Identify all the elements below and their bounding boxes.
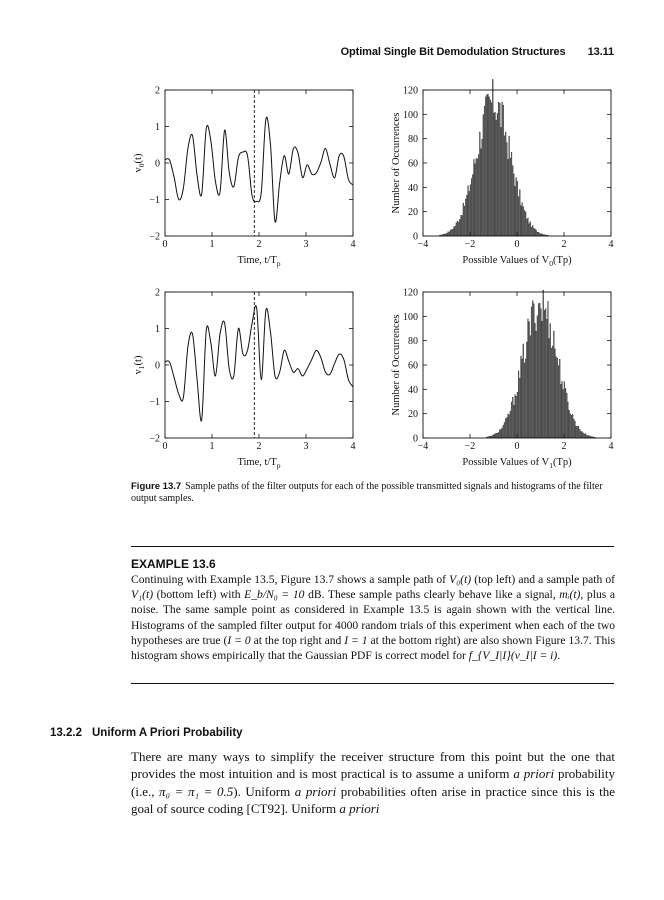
y-tick-label: 0 (413, 231, 418, 243)
histogram-bar (457, 221, 458, 236)
histogram-bar (523, 207, 524, 236)
math-pdf: f_{V_I|I}(v_I|I = i) (468, 649, 558, 663)
y-axis-label: $v_0(t)$ (133, 153, 146, 173)
histogram-bar (484, 106, 485, 236)
x-tick-label: 4 (350, 441, 356, 452)
math-i1: I = 1 (344, 633, 368, 647)
example-text: at the top right and (250, 633, 345, 647)
histogram-bar (491, 103, 492, 236)
y-tick-label: 60 (408, 360, 418, 372)
histogram-bar (517, 181, 518, 236)
histogram-bar (489, 97, 490, 236)
histogram-bar (577, 426, 578, 438)
histogram-bar (508, 159, 509, 236)
x-tick-label: 4 (350, 239, 356, 250)
histogram-v0-chart (386, 82, 626, 272)
histogram-bar (483, 115, 484, 236)
x-tick-label: 2 (256, 441, 262, 452)
y-tick-label: 0 (413, 433, 418, 445)
figure-caption (131, 481, 615, 505)
x-tick-label: 3 (303, 239, 309, 250)
histogram-bar (529, 224, 530, 236)
histogram-bar (515, 186, 516, 236)
y-tick-label: 1 (155, 324, 160, 335)
math-v1: V₁(t) (131, 588, 154, 602)
histogram-bar (504, 422, 505, 438)
x-tick-label: 1 (209, 239, 215, 250)
histogram-bar (469, 191, 470, 236)
example-text: (top left) and a sample path of (471, 573, 615, 586)
histogram-bar (564, 382, 565, 438)
histogram-bar (472, 175, 473, 236)
histogram-bar (568, 402, 569, 438)
figure-caption-text: Sample paths of the filter outputs for each of the possible transmitted signals and histograms of the filter output samples. (131, 481, 603, 504)
histogram-bar (585, 434, 586, 438)
histogram-bar (506, 418, 507, 438)
x-tick-label: 3 (303, 441, 309, 452)
histogram-bar (481, 149, 482, 236)
histogram-bar (501, 429, 502, 438)
y-tick-label: 2 (155, 85, 160, 97)
histogram-bar (521, 356, 522, 438)
histogram-bar (479, 132, 480, 236)
histogram-bar (530, 222, 531, 236)
plot-frame (165, 90, 353, 236)
y-tick-label: 80 (408, 134, 418, 146)
section-number: 13.2.2 (50, 727, 82, 739)
example-text: (bottom left) with (153, 588, 245, 602)
histogram-bar (454, 227, 455, 236)
histogram-bar (477, 159, 478, 236)
page-number: 13.11 (587, 46, 614, 58)
histogram-bar (503, 105, 504, 236)
histogram-bar (566, 393, 567, 438)
histogram-bar (553, 331, 554, 438)
histogram-bar (505, 132, 506, 236)
sample-path-line (165, 306, 353, 421)
histogram-bar (498, 102, 499, 236)
running-header-title: Optimal Single Bit Demodulation Structures (340, 46, 566, 58)
histogram-bar (499, 103, 500, 236)
math-v0: V₀(t) (449, 573, 472, 586)
histogram-bar (510, 158, 511, 236)
histogram-bar (456, 223, 457, 236)
histogram-bar (552, 346, 553, 438)
histogram-bar (448, 232, 449, 236)
histogram-bar (462, 215, 463, 236)
histogram-bar (570, 414, 571, 438)
histogram-bar (515, 395, 516, 438)
example-text: . (557, 649, 561, 663)
histogram-bar (576, 426, 577, 438)
histogram-bar (556, 357, 557, 438)
histogram-bar (471, 179, 472, 236)
section-title: Uniform A Priori Probability (91, 727, 243, 739)
italic-term: a priori (339, 801, 380, 817)
histogram-bar (548, 301, 549, 438)
y-tick-label: 1 (155, 122, 160, 133)
x-tick-label: −4 (417, 239, 429, 250)
histogram-bar (517, 392, 518, 438)
histogram-bar (526, 219, 527, 236)
histogram-bar (532, 301, 533, 438)
histogram-bar (459, 219, 460, 236)
histogram-bar (560, 384, 561, 438)
histogram-bar (535, 229, 536, 236)
histogram-bar (562, 381, 563, 438)
histogram-bar (465, 199, 466, 236)
histogram-bar (488, 94, 489, 236)
y-axis-label: Number of Occurrences (391, 314, 402, 416)
histogram-bar (537, 316, 538, 438)
histogram-bar (522, 359, 523, 438)
histogram-bar (516, 178, 517, 236)
histogram-bar (575, 421, 576, 438)
histogram-bars (439, 79, 548, 236)
italic-term: a priori (513, 766, 555, 782)
histogram-bar (509, 136, 510, 236)
example-top-rule (131, 546, 614, 547)
y-tick-label: 120 (403, 85, 418, 97)
histogram-bar (468, 186, 469, 236)
histogram-bar (541, 309, 542, 438)
histogram-bar (478, 155, 479, 236)
plot-frame (165, 292, 353, 438)
math-i0: I = 0 (227, 633, 251, 647)
histogram-bar (563, 389, 564, 438)
running-header (341, 46, 614, 58)
y-tick-label: 100 (403, 311, 418, 323)
histogram-bar (559, 359, 560, 438)
histogram-bar (511, 152, 512, 236)
histogram-bar (572, 414, 573, 438)
histogram-bar (518, 197, 519, 236)
y-tick-label: 40 (408, 182, 418, 194)
histogram-bar (495, 112, 496, 236)
histogram-bar (466, 195, 467, 236)
histogram-bar (494, 113, 495, 236)
histogram-bar (475, 164, 476, 236)
histogram-bar (531, 227, 532, 236)
y-axis-label: $v_1(t)$ (133, 355, 146, 375)
histogram-bar (510, 411, 511, 438)
histogram-bar (516, 396, 517, 438)
x-axis-label: Time, $t/T_p$ (237, 255, 281, 268)
histogram-bar (542, 321, 543, 438)
paragraph-text: probability (i.e., (131, 766, 616, 799)
y-tick-label: 60 (408, 158, 418, 170)
italic-term: a priori (294, 783, 337, 799)
histogram-bar (505, 419, 506, 438)
example-body (131, 572, 615, 663)
histogram-bar (565, 388, 566, 438)
y-tick-label: −1 (149, 195, 160, 206)
histogram-bar (582, 432, 583, 438)
histogram-bar (525, 359, 526, 438)
y-tick-label: −2 (149, 231, 160, 243)
paragraph-text: ). Uniform (233, 783, 295, 799)
sample-path-v0-chart (128, 82, 368, 272)
math-ebn0: E_b/N₀ = 10 (244, 588, 305, 602)
histogram-bar (476, 159, 477, 236)
y-tick-label: −1 (149, 397, 160, 408)
histogram-bar (558, 366, 559, 438)
histogram-bar (503, 425, 504, 438)
histogram-bar (522, 203, 523, 236)
example-text: , plus a noise. The same sample point as considered in Example 13.5 is again shown with the vertical line. Histograms of the sampled filter output for 4000 random trials of this experiment when each of the two hypotheses are true ( (131, 588, 616, 647)
math-mi: mᵢ(t) (559, 588, 581, 602)
histogram-bar (538, 304, 539, 438)
histogram-bar (506, 143, 507, 236)
histogram-bar (525, 212, 526, 236)
histogram-bar (532, 226, 533, 236)
histogram-bar (571, 415, 572, 438)
histogram-bar (511, 402, 512, 438)
histogram-bar (482, 139, 483, 236)
x-tick-label: 0 (514, 239, 520, 250)
histogram-bar (513, 405, 514, 438)
y-tick-label: 0 (155, 360, 160, 372)
section-heading (50, 727, 243, 739)
histogram-bars (486, 290, 595, 438)
x-tick-label: 4 (608, 441, 614, 452)
histogram-bar (545, 309, 546, 438)
histogram-bar (504, 136, 505, 236)
histogram-bar (461, 215, 462, 236)
histogram-bar (536, 331, 537, 438)
histogram-bar (530, 336, 531, 438)
histogram-bar (538, 232, 539, 236)
histogram-bar (474, 159, 475, 236)
histogram-bar (546, 319, 547, 438)
histogram-bar (555, 349, 556, 438)
histogram-v1-chart (386, 284, 626, 474)
histogram-bar (549, 339, 550, 438)
y-tick-label: 80 (408, 336, 418, 348)
histogram-bar (537, 232, 538, 236)
axes (149, 86, 355, 251)
x-axis-label: Possible Values of $V_0(Tp)$ (462, 255, 572, 268)
x-tick-label: 0 (162, 441, 168, 452)
example-bottom-rule (131, 683, 614, 684)
histogram-bar (583, 433, 584, 438)
histogram-bar (486, 95, 487, 236)
histogram-bar (508, 414, 509, 438)
histogram-bar (449, 232, 450, 236)
histogram-bar (495, 434, 496, 438)
histogram-bar (529, 322, 530, 438)
histogram-bar (490, 100, 491, 236)
histogram-bar (533, 228, 534, 236)
histogram-bar (536, 230, 537, 236)
y-tick-label: 40 (408, 384, 418, 396)
histogram-bar (509, 415, 510, 438)
histogram-bar (496, 120, 497, 236)
histogram-bar (519, 378, 520, 438)
histogram-bar (496, 433, 497, 438)
histogram-bar (455, 226, 456, 236)
example-text: Continuing with Example 13.5, Figure 13.7 shows a sample path of (131, 573, 450, 586)
sample-path-line (165, 117, 353, 222)
histogram-bar (458, 222, 459, 236)
histogram-bar (497, 113, 498, 236)
histogram-bar (533, 304, 534, 438)
math-pi: π₀ = π₁ = 0.5 (159, 783, 234, 799)
histogram-bar (543, 290, 544, 438)
x-tick-label: 4 (608, 239, 614, 250)
y-tick-label: −2 (149, 433, 160, 445)
histogram-bar (485, 97, 486, 236)
histogram-bar (551, 348, 552, 438)
histogram-bar (524, 210, 525, 236)
histogram-bar (502, 428, 503, 438)
histogram-bar (464, 206, 465, 236)
y-tick-label: 0 (155, 158, 160, 170)
histogram-bar (528, 319, 529, 438)
y-tick-label: 20 (408, 409, 418, 421)
x-tick-label: 2 (561, 441, 567, 452)
histogram-bar (470, 185, 471, 236)
histogram-bar (524, 363, 525, 438)
x-tick-label: 0 (162, 239, 168, 250)
histogram-bar (578, 426, 579, 438)
y-tick-label: 20 (408, 207, 418, 219)
histogram-bar (519, 190, 520, 236)
x-tick-label: −2 (464, 239, 476, 250)
histogram-bar (513, 174, 514, 236)
x-tick-label: −4 (417, 441, 429, 452)
histogram-bar (535, 323, 536, 438)
histogram-bar (494, 435, 495, 438)
histogram-bar (499, 430, 500, 438)
histogram-bar (523, 344, 524, 438)
section-paragraph (131, 748, 615, 818)
histogram-bar (569, 410, 570, 438)
x-axis-label: Time, $t/T_p$ (237, 457, 281, 470)
x-tick-label: 0 (514, 441, 520, 452)
histogram-bar (539, 303, 540, 438)
histogram-bar (531, 307, 532, 438)
histogram-bar (580, 431, 581, 438)
x-tick-label: 2 (256, 239, 262, 250)
histogram-bar (502, 102, 503, 236)
histogram-bar (463, 203, 464, 236)
x-tick-label: 2 (561, 239, 567, 250)
y-tick-label: 120 (403, 287, 418, 299)
figure-caption-label: Figure 13.7 (131, 481, 182, 492)
histogram-bar (550, 324, 551, 438)
histogram-bar (526, 342, 527, 438)
histogram-bar (521, 206, 522, 236)
example-text: at the bottom right) are also shown Figure 13.7. This histogram shows empirically that the Gaussian PDF is correct model for (131, 633, 616, 663)
histogram-bar (518, 371, 519, 438)
paragraph-text: There are many ways to simplify the receiver structure from this point but the one that provides the most intuition and is most practical is to assume a uniform (131, 749, 615, 782)
y-axis-label: Number of Occurrences (391, 112, 402, 214)
histogram-bar (512, 166, 513, 236)
histogram-bar (450, 230, 451, 236)
histogram-bar (557, 358, 558, 438)
paragraph-text: probabilities often arise in practice since this is the goal of source coding [CT92]. Uniform (131, 783, 616, 817)
example-title: EXAMPLE 13.6 (131, 557, 216, 571)
histogram-bar (573, 419, 574, 438)
histogram-bar (501, 127, 502, 236)
x-tick-label: −2 (464, 441, 476, 452)
histogram-bar (584, 434, 585, 438)
histogram-bar (492, 79, 493, 236)
y-tick-label: 100 (403, 109, 418, 121)
histogram-bar (498, 432, 499, 438)
x-tick-label: 1 (209, 441, 215, 452)
y-tick-label: 2 (155, 287, 160, 299)
histogram-bar (512, 397, 513, 438)
histogram-bar (544, 310, 545, 438)
histogram-bar (451, 230, 452, 236)
histogram-bar (528, 218, 529, 236)
histogram-bar (497, 433, 498, 438)
histogram-bar (579, 429, 580, 438)
example-text: dB. These sample paths clearly behave like a signal, (304, 588, 560, 602)
sample-path-v1-chart (128, 284, 368, 474)
x-axis-label: Possible Values of $V_1(Tp)$ (462, 457, 572, 470)
histogram-bar (452, 229, 453, 236)
